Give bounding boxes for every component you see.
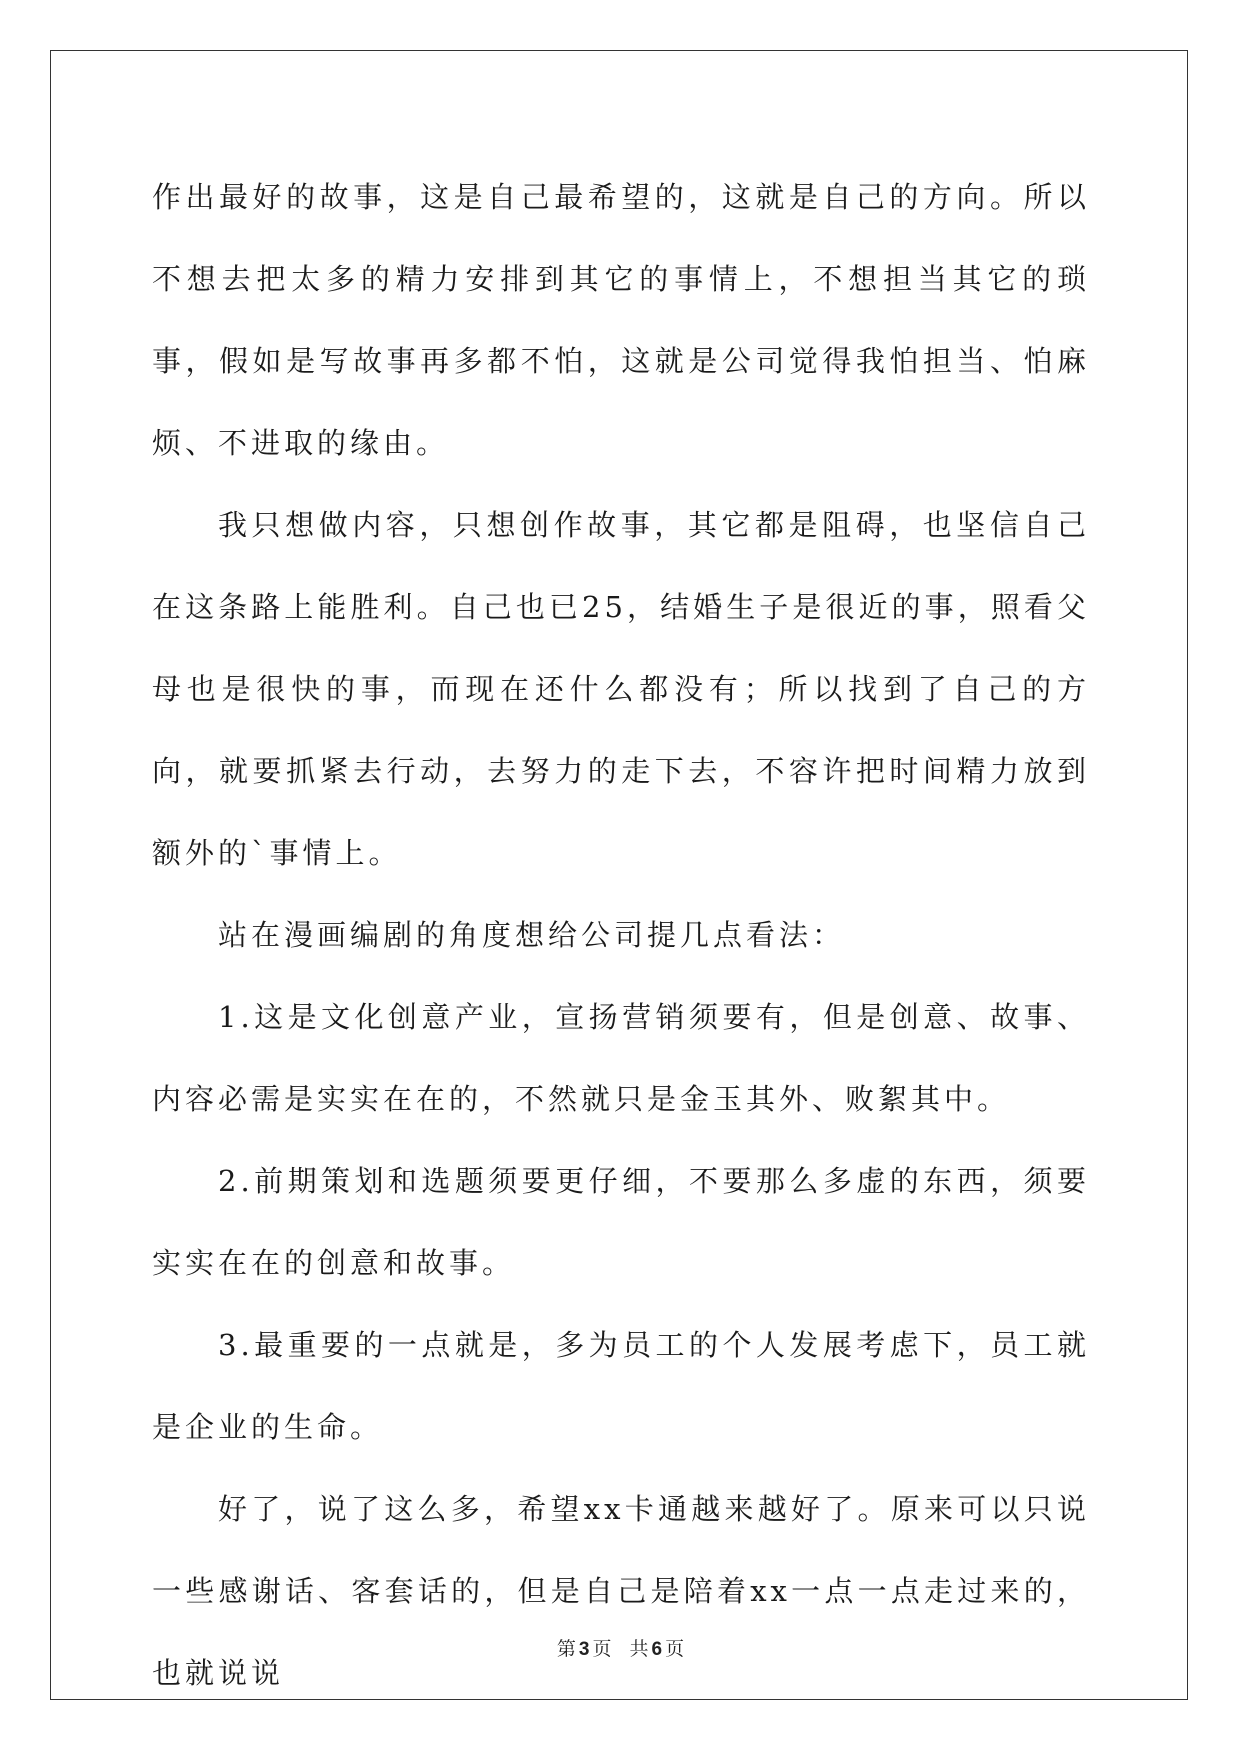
paragraph-5: 2.前期策划和选题须要更仔细，不要那么多虚的东西，须要实实在在的创意和故事。 <box>152 1164 1090 1280</box>
paragraph-7: 好了，说了这么多，希望xx卡通越来越好了。原来可以只说一些感谢话、客套话的，但是自己是陪着xx一点一点走过来的，也就说说 <box>152 1492 1090 1690</box>
paragraph-1: 作出最好的故事，这是自己最希望的，这就是自己的方向。所以不想去把太多的精力安排到其它的事情上，不想担当其它的琐事，假如是写故事再多都不怕，这就是公司觉得我怕担当、怕麻烦、不进取的缘由。 <box>152 180 1090 460</box>
footer-prefix: 第 <box>556 1638 576 1660</box>
footer-page-unit: 页 <box>592 1638 612 1660</box>
paragraph-3: 站在漫画编剧的角度想给公司提几点看法： <box>218 918 846 952</box>
current-page-number: 3 <box>578 1639 590 1660</box>
paragraph-6: 3.最重要的一点就是，多为员工的个人发展考虑下，员工就是企业的生命。 <box>152 1328 1090 1444</box>
paragraph-4: 1.这是文化创意产业，宣扬营销须要有，但是创意、故事、内容必需是实实在在的，不然就只是金玉其外、败絮其中。 <box>152 1000 1090 1116</box>
total-pages-number: 6 <box>651 1639 663 1660</box>
footer-total-unit: 页 <box>665 1638 685 1660</box>
page-footer <box>0 1634 1241 1661</box>
document-body <box>152 156 1090 1714</box>
paragraph-2: 我只想做内容，只想创作故事，其它都是阻碍，也坚信自己在这条路上能胜利。自己也已25，结婚生子是很近的事，照看父母也是很快的事，而现在还什么都没有；所以找到了自己的方向，就要抓紧去行动，去努力的走下去，不容许把时间精力放到额外的`事情上。 <box>152 508 1090 870</box>
footer-total-prefix: 共 <box>629 1638 649 1660</box>
